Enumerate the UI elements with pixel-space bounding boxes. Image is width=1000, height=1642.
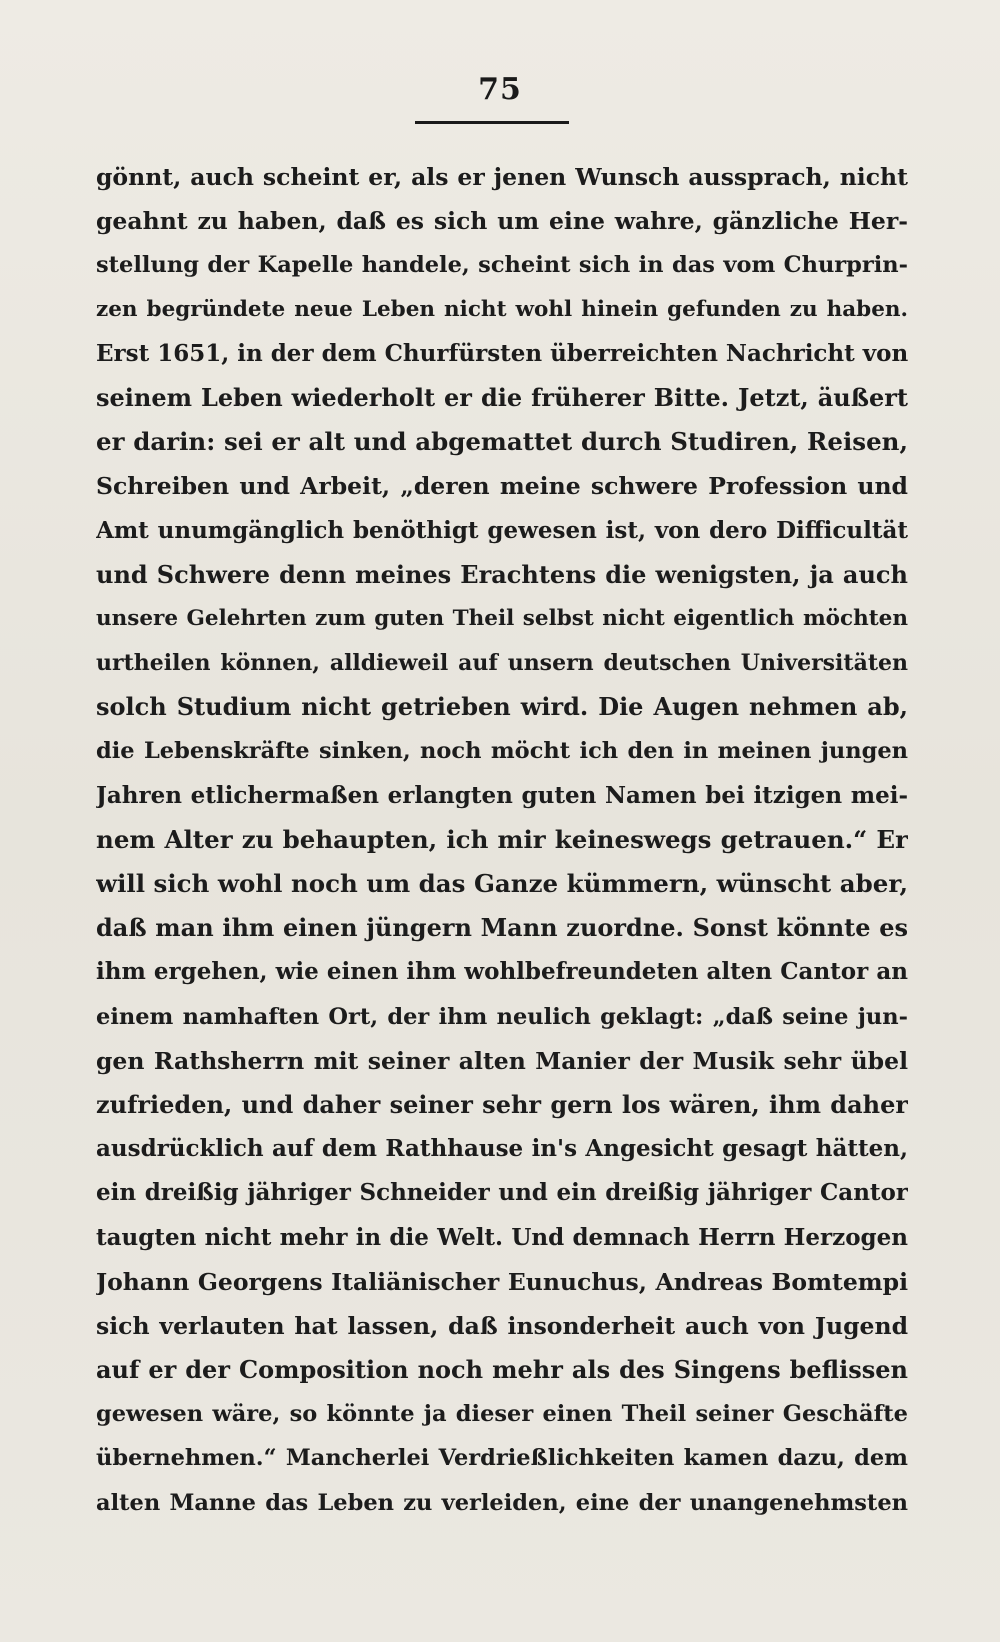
- text-line: Jahren etlichermaßen erlangten guten Namen bei itzigen mei-: [96, 781, 908, 809]
- text-line: die Lebenskräfte sinken, noch möcht ich den in meinen jungen: [96, 738, 908, 765]
- text-line: Erst 1651, in der dem Churfürsten überreichten Nachricht von: [96, 339, 908, 367]
- text-line: daß man ihm einen jüngern Mann zuordne. Sonst könnte es: [96, 913, 908, 943]
- text-line: solch Studium nicht getrieben wird. Die Augen nehmen ab,: [96, 692, 908, 722]
- text-line: urtheilen können, alldieweil auf unsern deutschen Universitäten: [96, 650, 908, 677]
- text-line: seinem Leben wiederholt er die früherer Bitte. Jetzt, äußert: [96, 382, 908, 412]
- text-line: ihm ergehen, wie einen ihm wohlbefreundeten alten Cantor an: [96, 958, 908, 986]
- text-line: nem Alter zu behaupten, ich mir keineswegs getrauen.“ Er: [96, 824, 908, 854]
- text-line: zufrieden, und daher seiner sehr gern los wären, ihm daher: [96, 1089, 908, 1119]
- text-line: und Schwere denn meines Erachtens die wenigsten, ja auch: [96, 559, 908, 589]
- header-rule: [415, 121, 569, 124]
- text-line: ein dreißig jähriger Schneider und ein dreißig jähriger Cantor: [96, 1179, 908, 1207]
- text-line: gewesen wäre, so könnte ja dieser einen Theil seiner Geschäfte: [96, 1401, 908, 1428]
- text-line: ausdrücklich auf dem Rathhause in's Angesicht gesagt hätten,: [96, 1135, 908, 1163]
- text-line: einem namhaften Ort, der ihm neulich geklagt: „daß seine jun-: [96, 1003, 908, 1030]
- text-line: geahnt zu haben, daß es sich um eine wahre, gänzliche Her-: [96, 207, 908, 236]
- text-line: gen Rathsherrn mit seiner alten Manier der Musik sehr übel: [96, 1046, 908, 1075]
- text-line: Johann Georgens Italiänischer Eunuchus, Andreas Bomtempi: [96, 1267, 908, 1296]
- text-line: taugten nicht mehr in die Welt. Und demnach Herrn Herzogen: [96, 1223, 908, 1251]
- text-line: will sich wohl noch um das Ganze kümmern, wünscht aber,: [96, 869, 908, 898]
- page-number: 75: [478, 72, 522, 107]
- text-line: Schreiben und Arbeit, „deren meine schwere Profession und: [96, 472, 908, 501]
- text-line: sich verlauten hat lassen, daß insonderheit auch von Jugend: [96, 1311, 908, 1340]
- text-line: übernehmen.“ Mancherlei Verdrießlichkeiten kamen dazu, dem: [96, 1445, 908, 1472]
- text-line: unsere Gelehrten zum guten Theil selbst nicht eigentlich möchten: [96, 605, 908, 631]
- text-line: stellung der Kapelle handele, scheint sich in das vom Churprin-: [96, 252, 908, 279]
- text-line: zen begründete neue Leben nicht wohl hinein gefunden zu haben.: [96, 296, 908, 322]
- text-line: Amt unumgänglich benöthigt gewesen ist, von dero Difficultät: [96, 516, 908, 544]
- text-line: auf er der Composition noch mehr als des Singens beflissen: [96, 1355, 908, 1385]
- text-line: gönnt, auch scheint er, als er jenen Wunsch aussprach, nicht: [96, 163, 908, 191]
- text-line: er darin: sei er alt und abgemattet durch Studiren, Reisen,: [96, 427, 908, 457]
- body-text: [96, 155, 908, 1525]
- text-line: alten Manne das Leben zu verleiden, eine der unangenehmsten: [96, 1489, 908, 1516]
